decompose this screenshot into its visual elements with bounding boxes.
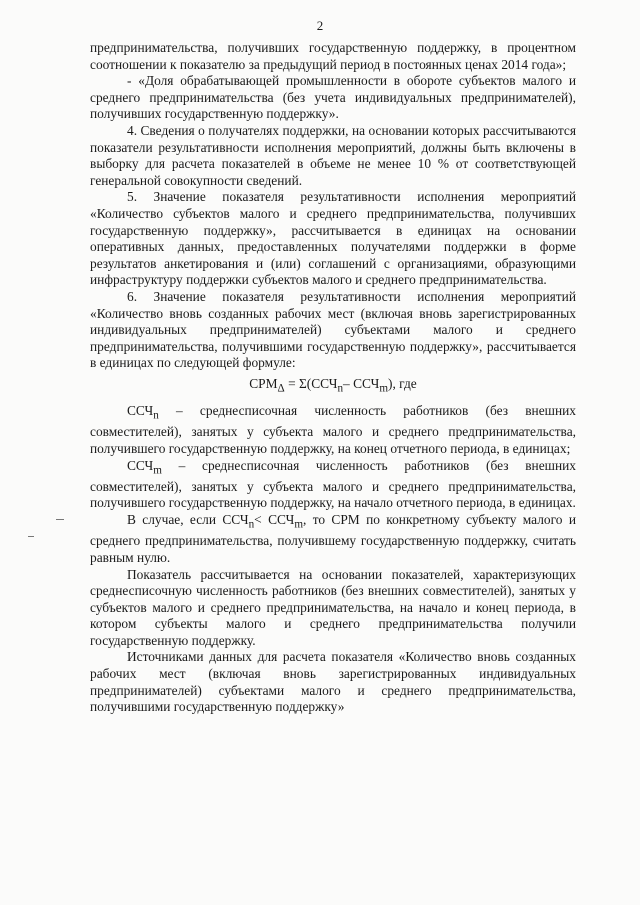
definition-subscript: n <box>153 409 159 422</box>
formula-subscript: n <box>337 382 344 395</box>
formula-subscript: Δ <box>277 382 285 395</box>
formula-text: ), <box>388 375 396 391</box>
definition-text: – среднесписочная численность работников (без внешних совместителей), занятых у субъекта малого и среднего предпринимательства, получившего государственную поддержку, на конец отчетного периода, в единицах; <box>90 403 576 456</box>
paragraph: предпринимательства, получивших государственную поддержку, в процентном соотношении к показателю за предыдущий период в постоянных ценах 2014 года»; <box>90 40 576 72</box>
formula-text: – ССЧ <box>343 375 380 391</box>
condition-text: В случае, если ССЧ <box>127 512 249 528</box>
definition-symbol: ССЧ <box>127 457 154 473</box>
definition-text: – среднесписочная численность работников (без внешних совместителей), занятых у субъекта малого и среднего предпринимательства, получившего государственную поддержку, на начало отчетного периода, в единицах. <box>90 457 576 511</box>
condition-subscript: n <box>248 518 255 531</box>
paragraph: Показатель рассчитывается на основании показателей, характеризующих среднесписочную численность работников (без внешних совместителей), занятых у субъектов малого и среднего предпринимательства, на начало и конец периода, в котором субъекты малого и среднего предпринимательства получили государственную поддержку. <box>90 566 576 648</box>
definition <box>90 458 576 512</box>
paragraph: 6. Значение показателя результативности исполнения мероприятий «Количество вновь созданных рабочих мест (включая вновь зарегистрированных индивидуальных предпринимателей) субъектами малого и среднего предпринимательства, получившими государственную поддержку», рассчитывается в единицах по следующей формуле: <box>90 288 576 371</box>
definition <box>90 403 576 457</box>
formula <box>90 376 576 397</box>
definition-subscript: m <box>153 464 162 477</box>
condition-text: < ССЧ <box>254 512 295 528</box>
condition-paragraph <box>90 512 576 566</box>
paragraph: Источниками данных для расчета показателя «Количество вновь созданных рабочих мест (включая вновь зарегистрированных индивидуальных предпринимателей) субъектами малого и среднего предпринимательства, получившими государственную поддержку» <box>90 649 576 715</box>
formula-text: где <box>395 375 417 391</box>
formula-symbol: СРМ <box>249 375 278 391</box>
condition-text: , то СРМ по конкретному субъекту малого и среднего предпринимательства, получившему государственную поддержку, считать равным нулю. <box>90 512 576 565</box>
definition-symbol: ССЧ <box>127 403 154 419</box>
page-number: 2 <box>316 18 324 33</box>
paragraph: 5. Значение показателя результативности исполнения мероприятий «Количество субъектов малого и среднего предпринимательства, получивших государственную поддержку», рассчитывается в единицах на основании оперативных данных, предоставленных получателями поддержки в форме результатов анкетирования и (или) соглашений с организациями, образующими инфраструктуру поддержки субъектов малого и среднего предпринимательства. <box>90 189 576 288</box>
formula-subscript: m <box>379 382 388 395</box>
formula-text: = Σ(ССЧ <box>284 375 338 391</box>
document-body <box>90 40 576 716</box>
margin-mark <box>56 519 64 520</box>
paragraph: 4. Сведения о получателях поддержки, на основании которых рассчитываются показатели результативности исполнения мероприятий, должны быть включены в выборку для расчета показателей в объеме не менее 10 % от соответствующей генеральной совокупности сведений. <box>90 122 576 188</box>
margin-mark <box>28 536 34 537</box>
condition-subscript: m <box>294 518 303 531</box>
paragraph: - «Доля обрабатывающей промышленности в обороте субъектов малого и среднего предпринимательства (без учета индивидуальных предпринимателей), получивших государственную поддержку». <box>90 73 576 122</box>
